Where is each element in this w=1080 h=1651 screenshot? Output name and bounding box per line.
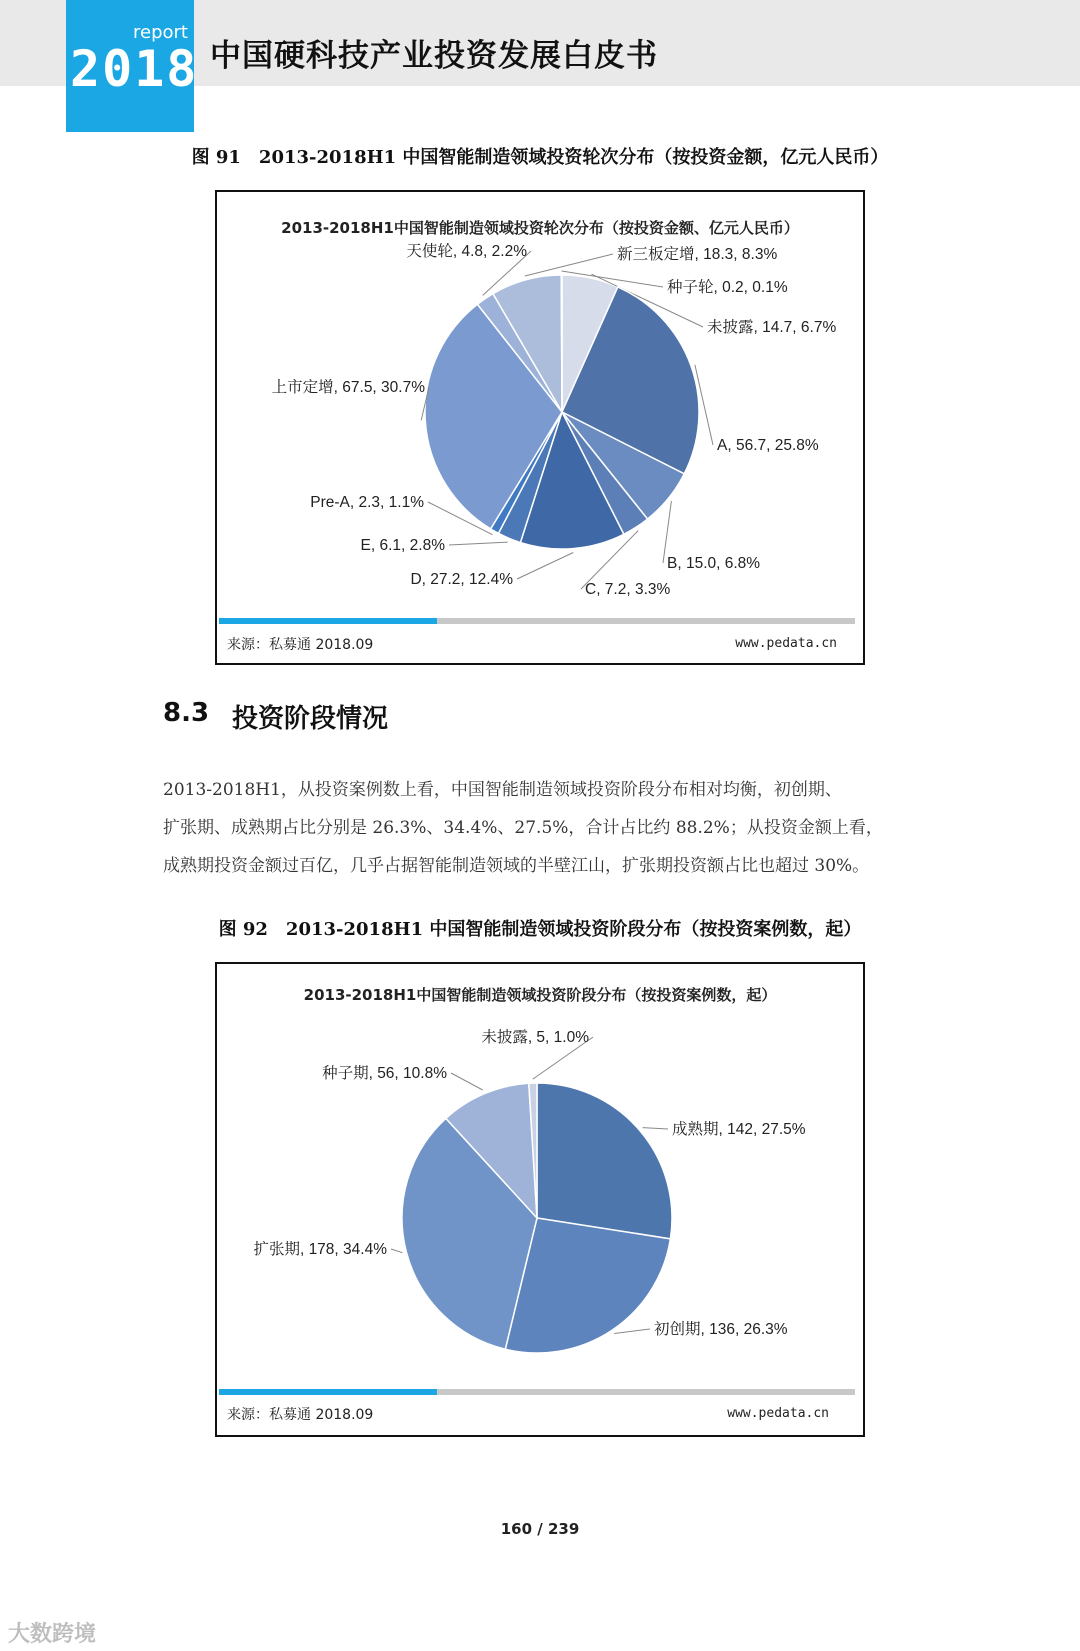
paragraph-line: 2013-2018H1，从投资案例数上看，中国智能制造领域投资阶段分布相对均衡，初创期、 (163, 780, 842, 800)
leader-line (643, 1128, 668, 1129)
slice-label: 新三板定增, 18.3, 8.3% (617, 246, 778, 263)
chart-source: 来源：私募通 2018.09 (227, 1407, 374, 1423)
watermark: 大数跨境 (8, 1622, 97, 1647)
leader-line (517, 553, 573, 580)
slice-label: 未披露, 5, 1.0% (481, 1029, 589, 1046)
leader-line (663, 501, 671, 563)
progress-bar (219, 1389, 855, 1395)
section-number: 8.3 (163, 698, 210, 728)
pie-slice (537, 1083, 672, 1239)
slice-label: 未披露, 14.7, 6.7% (707, 319, 837, 336)
leader-line (614, 1329, 650, 1334)
progress-bar-fill (219, 1389, 437, 1395)
page-number: 160 / 239 (500, 1520, 580, 1538)
slice-label: 成熟期, 142, 27.5% (672, 1121, 806, 1138)
slice-label: D, 27.2, 12.4% (410, 571, 513, 588)
leader-line (525, 254, 613, 276)
slice-label: 种子轮, 0.2, 0.1% (667, 279, 788, 296)
chart-site: www.pedata.cn (727, 1406, 829, 1421)
leader-line (391, 1249, 402, 1253)
figure-92-caption: 图 92 2013-2018H1 中国智能制造领域投资阶段分布（按投资案例数，起） (218, 919, 862, 940)
figure-91-chart (215, 190, 865, 665)
slice-label: 种子期, 56, 10.8% (322, 1065, 447, 1082)
leader-line (449, 542, 508, 545)
pie-slice (561, 275, 562, 412)
chart-source: 来源：私募通 2018.09 (227, 637, 374, 653)
progress-bar-fill (219, 618, 437, 624)
slice-label: 扩张期, 178, 34.4% (253, 1241, 387, 1258)
slice-label: 天使轮, 4.8, 2.2% (406, 243, 527, 260)
pie-chart-stages (217, 964, 863, 1435)
logo-year: 2018 (70, 40, 199, 98)
slice-label: C, 7.2, 3.3% (585, 581, 671, 598)
paragraph-line: 扩张期、成熟期占比分别是 26.3%、34.4%、27.5%，合计占比约 88.2%；从投资金额上看， (163, 818, 883, 838)
figure-91-caption: 图 91 2013-2018H1 中国智能制造领域投资轮次分布（按投资金额，亿元人民币） (191, 147, 889, 168)
report-logo (66, 0, 199, 132)
pie-chart-rounds (217, 192, 863, 663)
paragraph-line: 成熟期投资金额过百亿，几乎占据智能制造领域的半壁江山，扩张期投资额占比也超过 30%。 (163, 856, 870, 876)
slice-label: E, 6.1, 2.8% (360, 537, 445, 554)
progress-bar (219, 618, 855, 624)
slice-label: Pre-A, 2.3, 1.1% (310, 494, 424, 511)
document-title: 中国硬科技产业投资发展白皮书 (210, 38, 658, 74)
chart-title: 2013-2018H1中国智能制造领域投资阶段分布（按投资案例数，起） (303, 986, 777, 1004)
leader-line (451, 1073, 483, 1090)
figure-92-chart (215, 962, 865, 1437)
slice-label: 上市定增, 67.5, 30.7% (271, 379, 425, 396)
logo-word: report (133, 22, 188, 43)
chart-title: 2013-2018H1中国智能制造领域投资轮次分布（按投资金额、亿元人民币） (281, 219, 799, 237)
slice-label: 初创期, 136, 26.3% (654, 1321, 788, 1338)
section-title: 投资阶段情况 (232, 704, 389, 734)
chart-site: www.pedata.cn (735, 636, 837, 651)
slice-label: A, 56.7, 25.8% (717, 437, 819, 454)
slice-label: B, 15.0, 6.8% (667, 555, 761, 572)
